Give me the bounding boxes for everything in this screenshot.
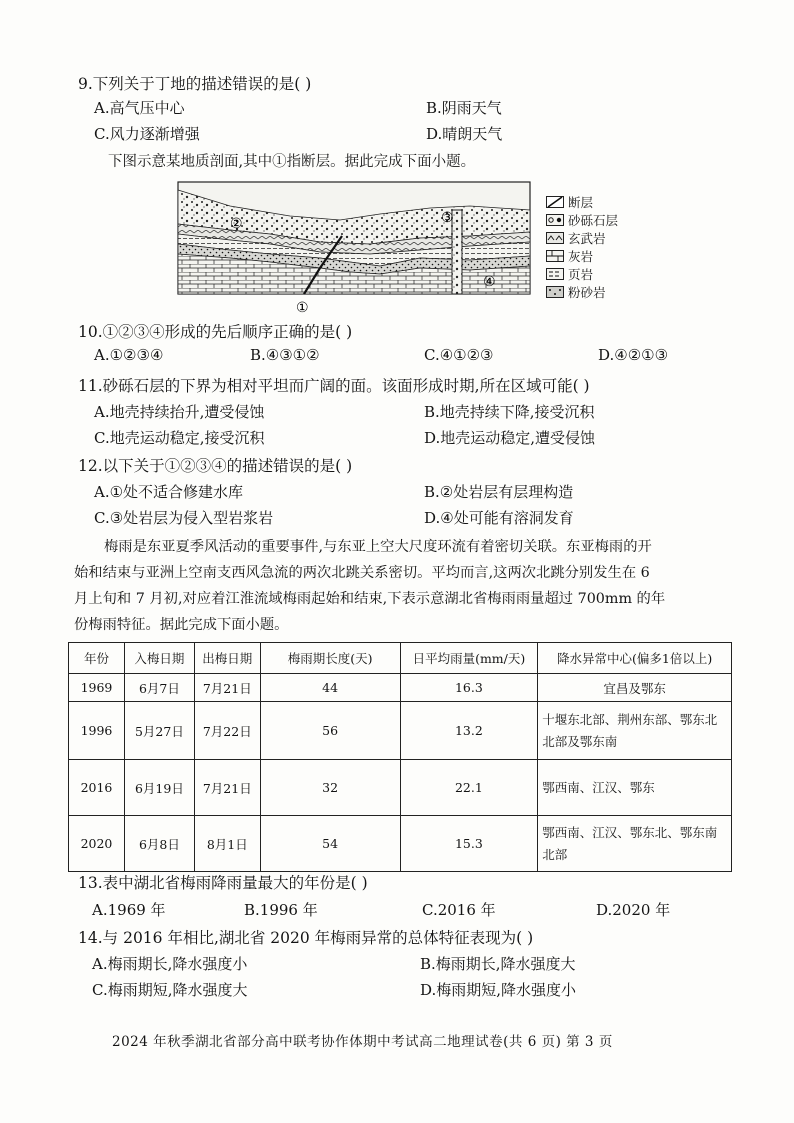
label-3: ③ bbox=[441, 210, 454, 226]
q10-option-a[interactable]: A.①②③④ bbox=[94, 346, 164, 364]
table-cell: 6月8日 bbox=[124, 816, 194, 872]
q14-option-a[interactable]: A.梅雨期长,降水强度小 bbox=[92, 955, 248, 973]
q14-option-c[interactable]: C.梅雨期短,降水强度大 bbox=[92, 981, 248, 999]
table-cell: 22.1 bbox=[400, 760, 538, 816]
q14-stem: 14.与 2016 年相比,湖北省 2020 年梅雨异常的总体特征表现为( ) bbox=[78, 929, 534, 947]
shale-swatch-icon bbox=[546, 268, 564, 280]
q11-option-d[interactable]: D.地壳运动稳定,遭受侵蚀 bbox=[424, 429, 596, 447]
table-cell: 54 bbox=[260, 816, 400, 872]
table-header-row bbox=[69, 643, 732, 674]
table-header: 出梅日期 bbox=[194, 643, 260, 674]
q10-option-b[interactable]: B.④③①② bbox=[250, 346, 320, 364]
q13-option-c[interactable]: C.2016 年 bbox=[422, 901, 496, 919]
q13-option-d[interactable]: D.2020 年 bbox=[596, 901, 671, 919]
table-cell: 鄂西南、江汉、鄂东 bbox=[538, 760, 732, 816]
label-2: ② bbox=[230, 216, 243, 232]
meiyu-intro-line4: 份梅雨特征。据此完成下面小题。 bbox=[74, 617, 289, 633]
q10-option-c[interactable]: C.④①②③ bbox=[424, 346, 494, 364]
legend-shale: 页岩 bbox=[546, 265, 593, 283]
table-header: 入梅日期 bbox=[124, 643, 194, 674]
limestone-swatch-icon bbox=[546, 250, 564, 262]
q10-stem: 10.①②③④形成的先后顺序正确的是( ) bbox=[78, 323, 353, 341]
table-header: 日平均雨量(mm/天) bbox=[400, 643, 538, 674]
q12-option-a[interactable]: A.①处不适合修建水库 bbox=[94, 483, 244, 501]
legend-limestone: 灰岩 bbox=[546, 247, 593, 265]
table-header: 年份 bbox=[69, 643, 125, 674]
legend-gravel: 砂砾石层 bbox=[546, 211, 618, 229]
q14-option-b[interactable]: B.梅雨期长,降水强度大 bbox=[420, 955, 576, 973]
table-cell: 2016 bbox=[69, 760, 125, 816]
meiyu-intro-line1: 梅雨是东亚夏季风活动的重要事件,与东亚上空大尺度环流有着密切关联。东亚梅雨的开 bbox=[104, 539, 652, 555]
table-cell: 6月19日 bbox=[124, 760, 194, 816]
q9-option-b[interactable]: B.阴雨天气 bbox=[426, 99, 502, 117]
table-cell: 5月27日 bbox=[124, 702, 194, 760]
table-cell: 6月7日 bbox=[124, 674, 194, 702]
q10-option-d[interactable]: D.④②①③ bbox=[598, 346, 669, 364]
q9-option-a[interactable]: A.高气压中心 bbox=[94, 99, 185, 117]
geology-intro: 下图示意某地质剖面,其中①指断层。据此完成下面小题。 bbox=[108, 154, 476, 170]
q13-option-a[interactable]: A.1969 年 bbox=[92, 901, 166, 919]
table-cell: 7月21日 bbox=[194, 760, 260, 816]
table-cell: 15.3 bbox=[400, 816, 538, 872]
table-cell: 1996 bbox=[69, 702, 125, 760]
table-cell: 13.2 bbox=[400, 702, 538, 760]
q9-option-d[interactable]: D.晴朗天气 bbox=[426, 125, 503, 143]
q12-option-d[interactable]: D.④处可能有溶洞发育 bbox=[424, 509, 574, 527]
q11-stem: 11.砂砾石层的下界为相对平坦而广阔的面。该面形成时期,所在区域可能( ) bbox=[78, 377, 590, 395]
q9-option-c[interactable]: C.风力逐渐增强 bbox=[94, 125, 200, 143]
page-footer: 2024 年秋季湖北省部分高中联考协作体期中考试高二地理试卷(共 6 页) 第 3 页 bbox=[112, 1034, 613, 1050]
table-cell: 7月21日 bbox=[194, 674, 260, 702]
table-header: 梅雨期长度(天) bbox=[260, 643, 400, 674]
label-1-fault: ① bbox=[296, 300, 309, 316]
q11-option-b[interactable]: B.地壳持续下降,接受沉积 bbox=[424, 403, 595, 421]
table-row bbox=[69, 816, 732, 872]
q14-option-d[interactable]: D.梅雨期短,降水强度小 bbox=[420, 981, 577, 999]
meiyu-intro-line2: 始和结束与亚洲上空南支西风急流的两次北跳关系密切。平均而言,这两次北跳分别发生在 6 bbox=[74, 565, 650, 581]
q11-option-c[interactable]: C.地壳运动稳定,接受沉积 bbox=[94, 429, 265, 447]
legend-siltstone: 粉砂岩 bbox=[546, 283, 606, 301]
table-cell: 鄂西南、江汉、鄂东北、鄂东南北部 bbox=[538, 816, 732, 872]
table-cell: 1969 bbox=[69, 674, 125, 702]
meiyu-table bbox=[68, 642, 732, 872]
table-header: 降水异常中心(偏多1倍以上) bbox=[538, 643, 732, 674]
siltstone-swatch-icon bbox=[546, 286, 564, 298]
table-row bbox=[69, 702, 732, 760]
table-cell: 7月22日 bbox=[194, 702, 260, 760]
q13-option-b[interactable]: B.1996 年 bbox=[244, 901, 318, 919]
gravel-swatch-icon bbox=[546, 214, 564, 226]
fault-swatch-icon bbox=[546, 196, 564, 208]
table-cell: 56 bbox=[260, 702, 400, 760]
table-cell: 16.3 bbox=[400, 674, 538, 702]
meiyu-intro-line3: 月上旬和 7 月初,对应着江淮流域梅雨起始和结束,下表示意湖北省梅雨雨量超过 700mm 的年 bbox=[74, 591, 666, 607]
table-cell: 44 bbox=[260, 674, 400, 702]
table-cell: 宜昌及鄂东 bbox=[538, 674, 732, 702]
q13-stem: 13.表中湖北省梅雨降雨量最大的年份是( ) bbox=[78, 874, 368, 892]
legend-basalt: 玄武岩 bbox=[546, 229, 606, 247]
table-cell: 32 bbox=[260, 760, 400, 816]
table-cell: 十堰东北部、荆州东部、鄂东北北部及鄂东南 bbox=[538, 702, 732, 760]
legend-fault: 断层 bbox=[546, 193, 593, 211]
basalt-swatch-icon bbox=[546, 232, 564, 244]
q11-option-a[interactable]: A.地壳持续抬升,遭受侵蚀 bbox=[94, 403, 265, 421]
table-row bbox=[69, 674, 732, 702]
table-cell: 8月1日 bbox=[194, 816, 260, 872]
table-cell: 2020 bbox=[69, 816, 125, 872]
table-row bbox=[69, 760, 732, 816]
q9-stem: 9.下列关于丁地的描述错误的是( ) bbox=[78, 75, 312, 93]
label-4: ④ bbox=[483, 274, 496, 290]
q12-option-b[interactable]: B.②处岩层有层理构造 bbox=[424, 483, 574, 501]
q12-stem: 12.以下关于①②③④的描述错误的是( ) bbox=[78, 457, 353, 475]
q12-option-c[interactable]: C.③处岩层为侵入型岩浆岩 bbox=[94, 509, 274, 527]
geologic-cross-section-diagram bbox=[170, 176, 540, 316]
